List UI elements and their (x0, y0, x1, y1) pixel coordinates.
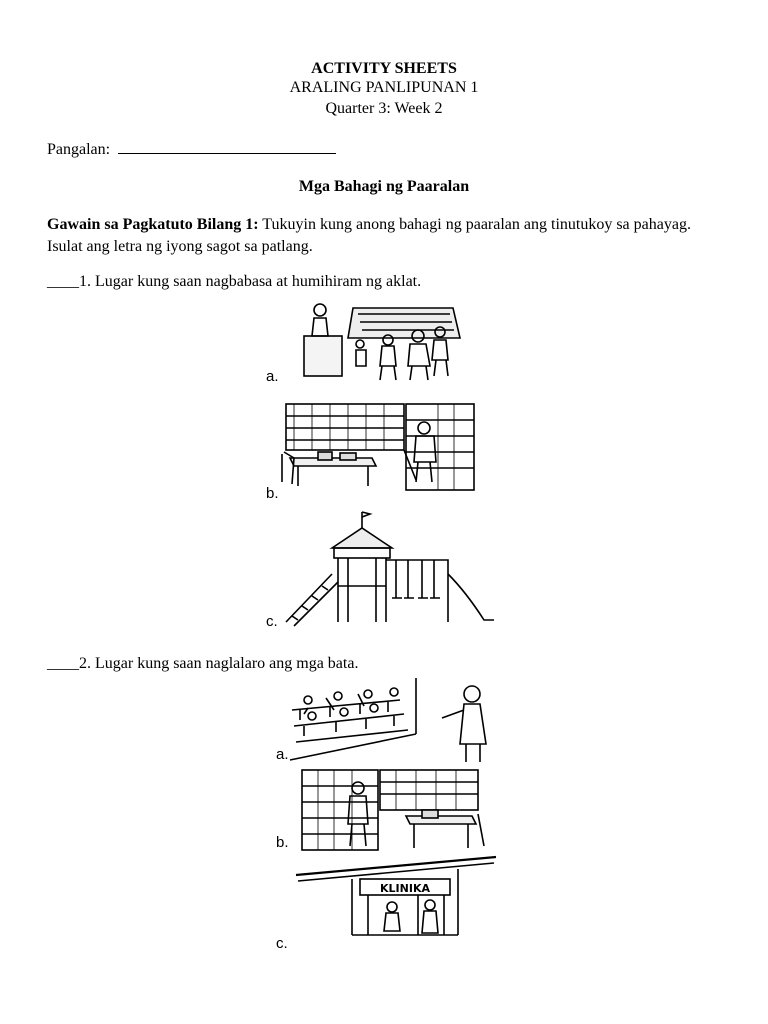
question-2-text: 2. Lugar kung saan naglalaro ang mga bata. (79, 655, 359, 672)
library-illustration-icon (272, 766, 492, 854)
answer-blank-1[interactable]: ____ (47, 273, 79, 290)
choice-1c[interactable] (268, 508, 496, 628)
choice-2c[interactable] (272, 855, 498, 951)
subject-title: ARALING PANLIPUNAN 1 (289, 79, 479, 96)
instruction-text (47, 214, 727, 258)
choice-1a[interactable] (268, 300, 468, 388)
clinic-illustration-icon (272, 855, 498, 951)
name-line (47, 140, 336, 159)
name-label: Pangalan: (47, 141, 111, 158)
choice-2c-letter: c. (276, 935, 288, 952)
clinic-sign: KLINIKA (380, 882, 430, 895)
choice-1b-letter: b. (266, 485, 279, 502)
name-field[interactable] (118, 140, 336, 154)
question-1-text: 1. Lugar kung saan nagbabasa at humihiram ng aklat. (79, 273, 422, 290)
canteen-illustration-icon (268, 300, 468, 388)
choice-1b[interactable] (266, 398, 480, 502)
choice-2a[interactable] (270, 674, 492, 766)
choice-1a-letter: a. (266, 368, 279, 385)
answer-blank-2[interactable]: ____ (47, 655, 79, 672)
choice-2b-letter: b. (276, 834, 289, 851)
playground-slide-illustration-icon (268, 508, 496, 628)
instruction-body: Tukuyin kung anong bahagi ng paaralan ang tinutukoy sa pahayag. Isulat ang letra ng iyong sagot sa patlang. (47, 216, 691, 255)
library-illustration-icon (268, 398, 480, 496)
instruction-bold: Gawain sa Pagkatuto Bilang 1: (47, 216, 259, 233)
quarter-week: Quarter 3: Week 2 (325, 100, 443, 117)
classroom-illustration-icon (270, 674, 492, 766)
section-title: Mga Bahagi ng Paaralan (298, 178, 470, 195)
choice-2a-letter: a. (276, 746, 289, 763)
question-1 (47, 273, 421, 291)
choice-1c-letter: c. (266, 613, 278, 630)
choice-2b[interactable] (272, 766, 492, 854)
question-2 (47, 655, 358, 673)
sheet-title: ACTIVITY SHEETS (311, 60, 457, 77)
